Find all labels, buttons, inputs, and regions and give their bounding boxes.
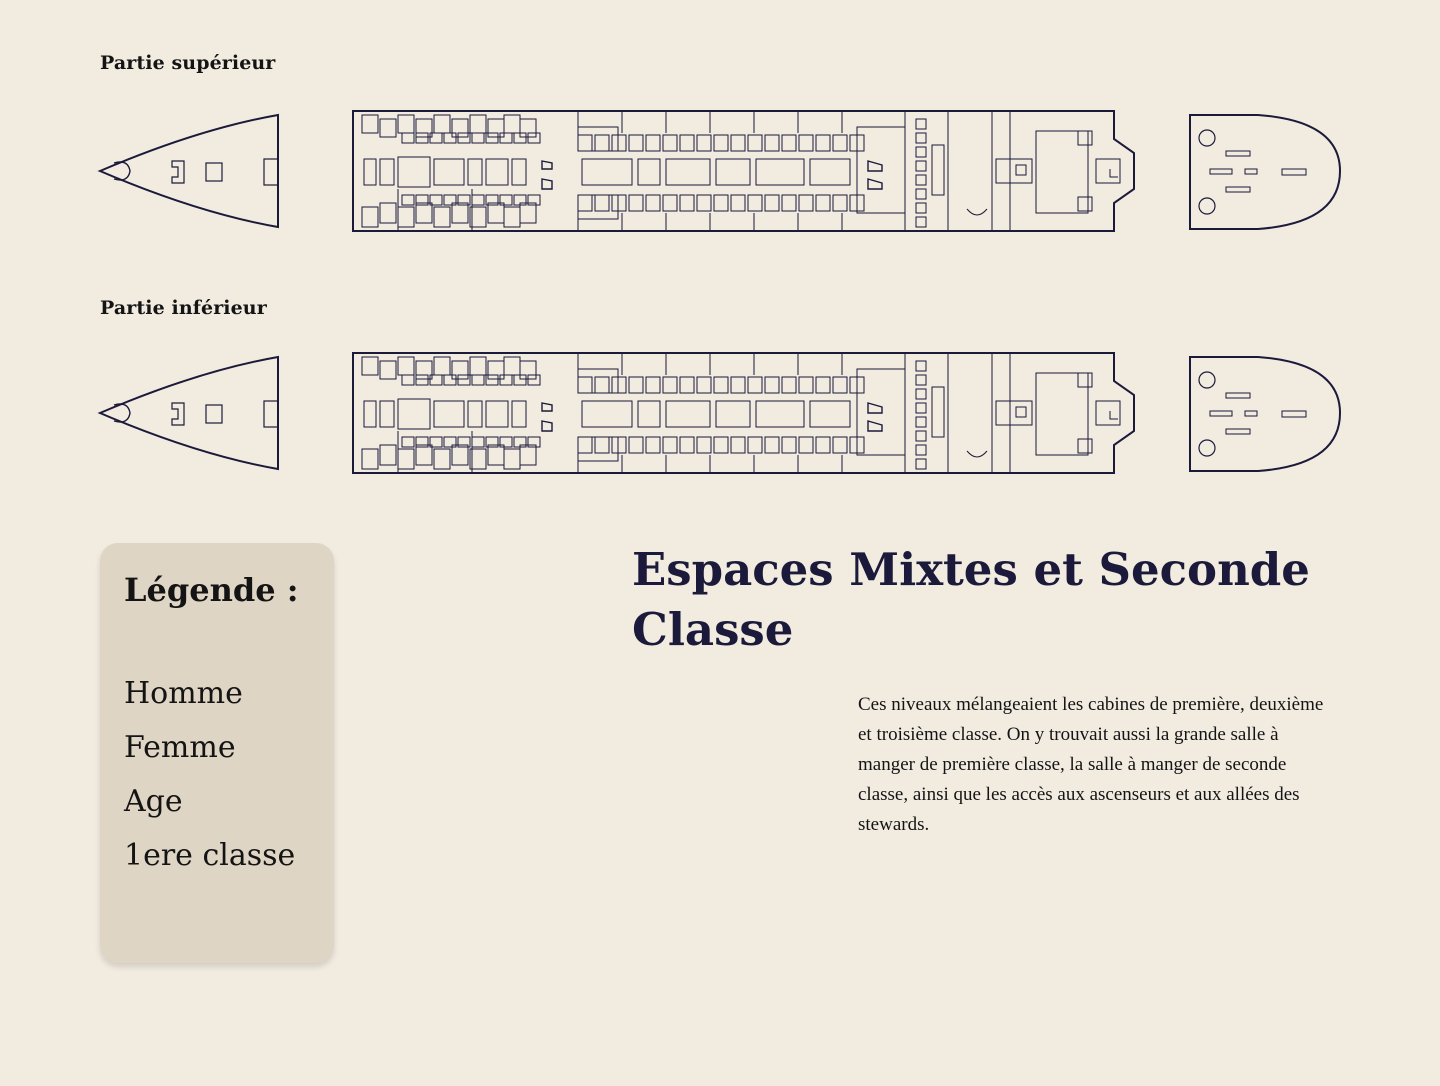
legend-item-first-class[interactable]: 1ere classe bbox=[124, 838, 296, 873]
legend-item-femme[interactable]: Femme bbox=[124, 730, 236, 765]
legend-panel bbox=[100, 543, 334, 963]
page-title: Espaces Mixtes et Seconde Classe bbox=[632, 543, 1310, 656]
legend-item-homme[interactable]: Homme bbox=[124, 676, 243, 711]
upper-deck-label: Partie supérieur bbox=[100, 52, 276, 74]
upper-deck-stern-plan[interactable] bbox=[1188, 113, 1342, 231]
legend-item-age[interactable]: Age bbox=[124, 784, 183, 819]
lower-deck-label: Partie inférieur bbox=[100, 297, 267, 319]
upper-deck-midship-plan[interactable] bbox=[352, 109, 1136, 233]
lower-deck-midship-plan[interactable] bbox=[352, 351, 1136, 475]
legend-title: Légende : bbox=[124, 571, 299, 609]
upper-deck-row bbox=[0, 105, 1440, 235]
deck-description: Ces niveaux mélangeaient les cabines de première, deuxième et troisième classe. On y trouvait aussi la grande salle à manger de première classe, la salle à manger de seconde classe, ainsi que les accès aux ascenseurs et aux allées des stewards. bbox=[858, 694, 1324, 835]
lower-deck-stern-plan[interactable] bbox=[1188, 355, 1342, 473]
lower-deck-row bbox=[0, 347, 1440, 477]
lower-deck-bow-plan[interactable] bbox=[98, 355, 282, 471]
upper-deck-bow-plan[interactable] bbox=[98, 113, 282, 229]
